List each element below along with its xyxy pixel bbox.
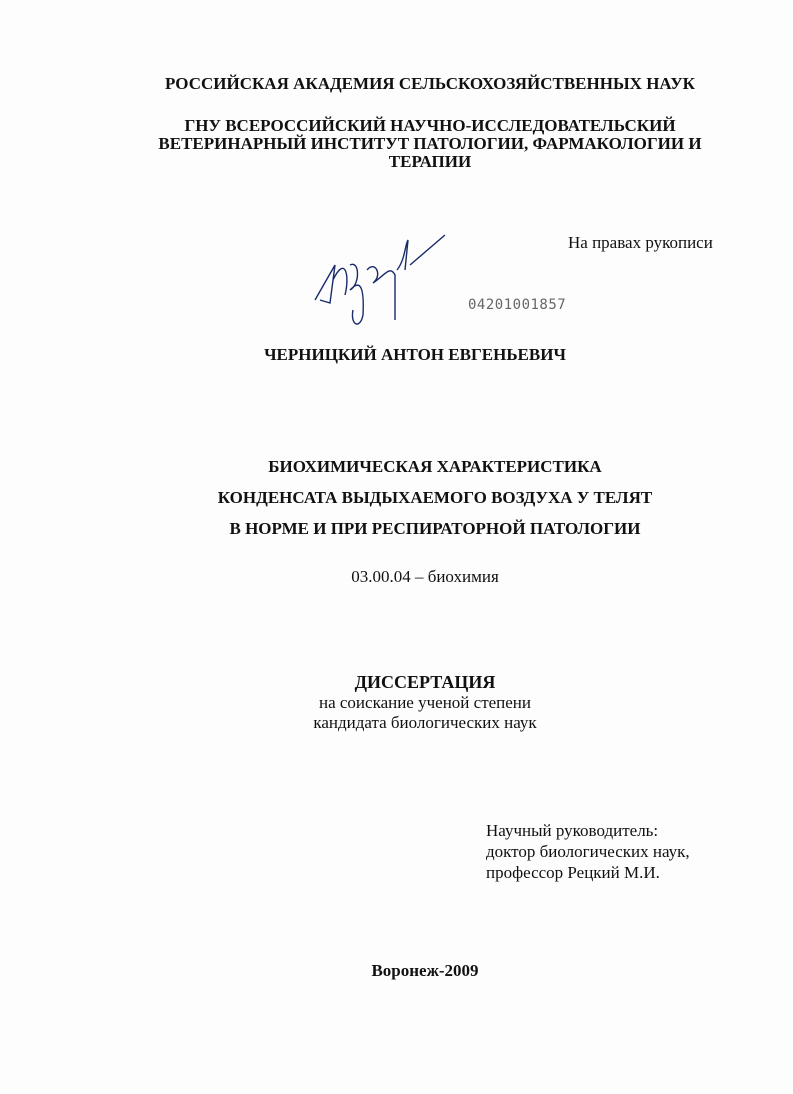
degree-line: на соискание ученой степени [318, 693, 532, 712]
supervisor-line: Научный руководитель: [486, 821, 659, 840]
work-type: ДИССЕРТАЦИЯ [354, 672, 496, 692]
signature-image [305, 225, 455, 335]
institute-line: ГНУ ВСЕРОССИЙСКИЙ НАУЧНО-ИССЛЕДОВАТЕЛЬСКИЙ [184, 116, 676, 135]
supervisor-line: профессор Рецкий М.И. [486, 863, 660, 882]
city-year: Воронеж-2009 [371, 961, 479, 980]
catalog-number: 04201001857 [468, 297, 567, 313]
supervisor-line: доктор биологических наук, [486, 842, 690, 861]
supervisor-block [486, 820, 690, 883]
title-line: В НОРМЕ И ПРИ РЕСПИРАТОРНОЙ ПАТОЛОГИИ [229, 519, 641, 538]
manuscript-note: На правах рукописи [568, 233, 713, 252]
degree-line: кандидата биологических наук [313, 713, 537, 732]
author-name: ЧЕРНИЦКИЙ АНТОН ЕВГЕНЬЕВИЧ [264, 345, 566, 364]
dissertation-title [65, 451, 793, 544]
academy-name: РОССИЙСКАЯ АКАДЕМИЯ СЕЛЬСКОХОЗЯЙСТВЕННЫХ НАУК [164, 74, 695, 93]
specialty: 03.00.04 – биохимия [351, 567, 499, 586]
institute-line: ВЕТЕРИНАРНЫЙ ИНСТИТУТ ПАТОЛОГИИ, ФАРМАКОЛОГИИ И [158, 134, 702, 153]
institute-line: ТЕРАПИИ [388, 152, 472, 171]
degree [55, 693, 793, 733]
title-line: КОНДЕНСАТА ВЫДЫХАЕМОГО ВОЗДУХА У ТЕЛЯТ [217, 488, 653, 507]
institute-name [60, 117, 793, 171]
title-line: БИОХИМИЧЕСКАЯ ХАРАКТЕРИСТИКА [268, 457, 602, 476]
